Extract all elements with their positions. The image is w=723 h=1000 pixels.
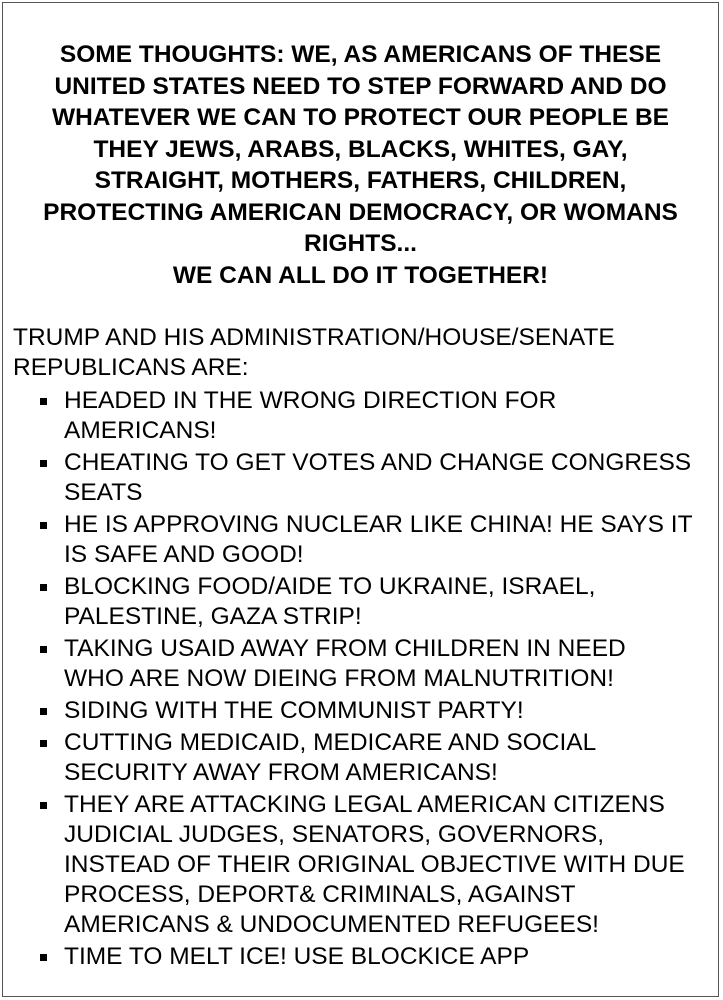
list-item-line: BLOCKING FOOD/AIDE TO UKRAINE, ISRAEL, bbox=[64, 573, 596, 600]
square-bullet-icon bbox=[40, 708, 47, 715]
list-item-line: SECURITY AWAY FROM AMERICANS! bbox=[64, 759, 498, 786]
list-item-line: HE IS APPROVING NUCLEAR LIKE CHINA! HE SAYS IT bbox=[64, 511, 693, 538]
list-item-line: THEY ARE ATTACKING LEGAL AMERICAN CITIZENS bbox=[64, 791, 665, 818]
list-item-line: AMERICANS! bbox=[64, 417, 217, 444]
list-item bbox=[3, 386, 718, 446]
list-item-line: CHEATING TO GET VOTES AND CHANGE CONGRESS bbox=[64, 449, 692, 476]
document-page bbox=[2, 2, 719, 997]
square-bullet-icon bbox=[40, 954, 47, 961]
heading-block bbox=[13, 39, 708, 291]
list-item bbox=[3, 728, 718, 788]
bullet-list bbox=[3, 386, 718, 972]
list-item-line: IS SAFE AND GOOD! bbox=[64, 541, 304, 568]
heading-line: WHATEVER WE CAN TO PROTECT OUR PEOPLE BE bbox=[51, 104, 670, 131]
list-item bbox=[3, 510, 718, 570]
list-item-line: SIDING WITH THE COMMUNIST PARTY! bbox=[64, 697, 524, 724]
list-item-line: SEATS bbox=[64, 479, 143, 506]
square-bullet-icon bbox=[40, 802, 47, 809]
list-item bbox=[3, 572, 718, 632]
list-item-line: PROCESS, DEPORT& CRIMINALS, AGAINST bbox=[64, 881, 576, 908]
list-item bbox=[3, 790, 718, 940]
square-bullet-icon bbox=[40, 646, 47, 653]
heading-line: UNITED STATES NEED TO STEP FORWARD AND DO bbox=[54, 72, 667, 100]
list-item-line: TIME TO MELT ICE! USE BLOCKICE APP bbox=[64, 943, 530, 970]
list-item-line: WHO ARE NOW DIEING FROM MALNUTRITION! bbox=[64, 665, 614, 692]
square-bullet-icon bbox=[40, 522, 47, 529]
intro-line: TRUMP AND HIS ADMINISTRATION/HOUSE/SENATE bbox=[13, 324, 615, 351]
list-item-line: PALESTINE, GAZA STRIP! bbox=[64, 603, 362, 630]
intro-paragraph bbox=[13, 323, 708, 383]
heading-line: STRAIGHT, MOTHERS, FATHERS, CHILDREN, bbox=[94, 167, 627, 194]
intro-line: REPUBLICANS ARE: bbox=[13, 354, 249, 381]
square-bullet-icon bbox=[40, 740, 47, 747]
heading-line: WE CAN ALL DO IT TOGETHER! bbox=[172, 261, 549, 289]
list-item-line: HEADED IN THE WRONG DIRECTION FOR bbox=[64, 387, 557, 414]
list-item-line: TAKING USAID AWAY FROM CHILDREN IN NEED bbox=[64, 635, 626, 662]
list-item-line: AMERICANS & UNDOCUMENTED REFUGEES! bbox=[64, 911, 599, 938]
list-item-line: CUTTING MEDICAID, MEDICARE AND SOCIAL bbox=[64, 729, 597, 756]
heading-line: RIGHTS... bbox=[304, 230, 417, 257]
heading-line: SOME THOUGHTS: WE, AS AMERICANS OF THESE bbox=[59, 41, 662, 68]
square-bullet-icon bbox=[40, 398, 47, 405]
square-bullet-icon bbox=[40, 460, 47, 467]
heading-line: THEY JEWS, ARABS, BLACKS, WHITES, GAY, bbox=[93, 135, 628, 163]
list-item bbox=[3, 634, 718, 694]
square-bullet-icon bbox=[40, 584, 47, 591]
list-item bbox=[3, 942, 718, 972]
list-item bbox=[3, 696, 718, 726]
list-item-line: JUDICIAL JUDGES, SENATORS, GOVERNORS, bbox=[64, 821, 605, 848]
heading-line: PROTECTING AMERICAN DEMOCRACY, OR WOMANS bbox=[43, 198, 678, 226]
list-item bbox=[3, 448, 718, 508]
list-item-line: INSTEAD OF THEIR ORIGINAL OBJECTIVE WITH DUE bbox=[64, 851, 685, 878]
